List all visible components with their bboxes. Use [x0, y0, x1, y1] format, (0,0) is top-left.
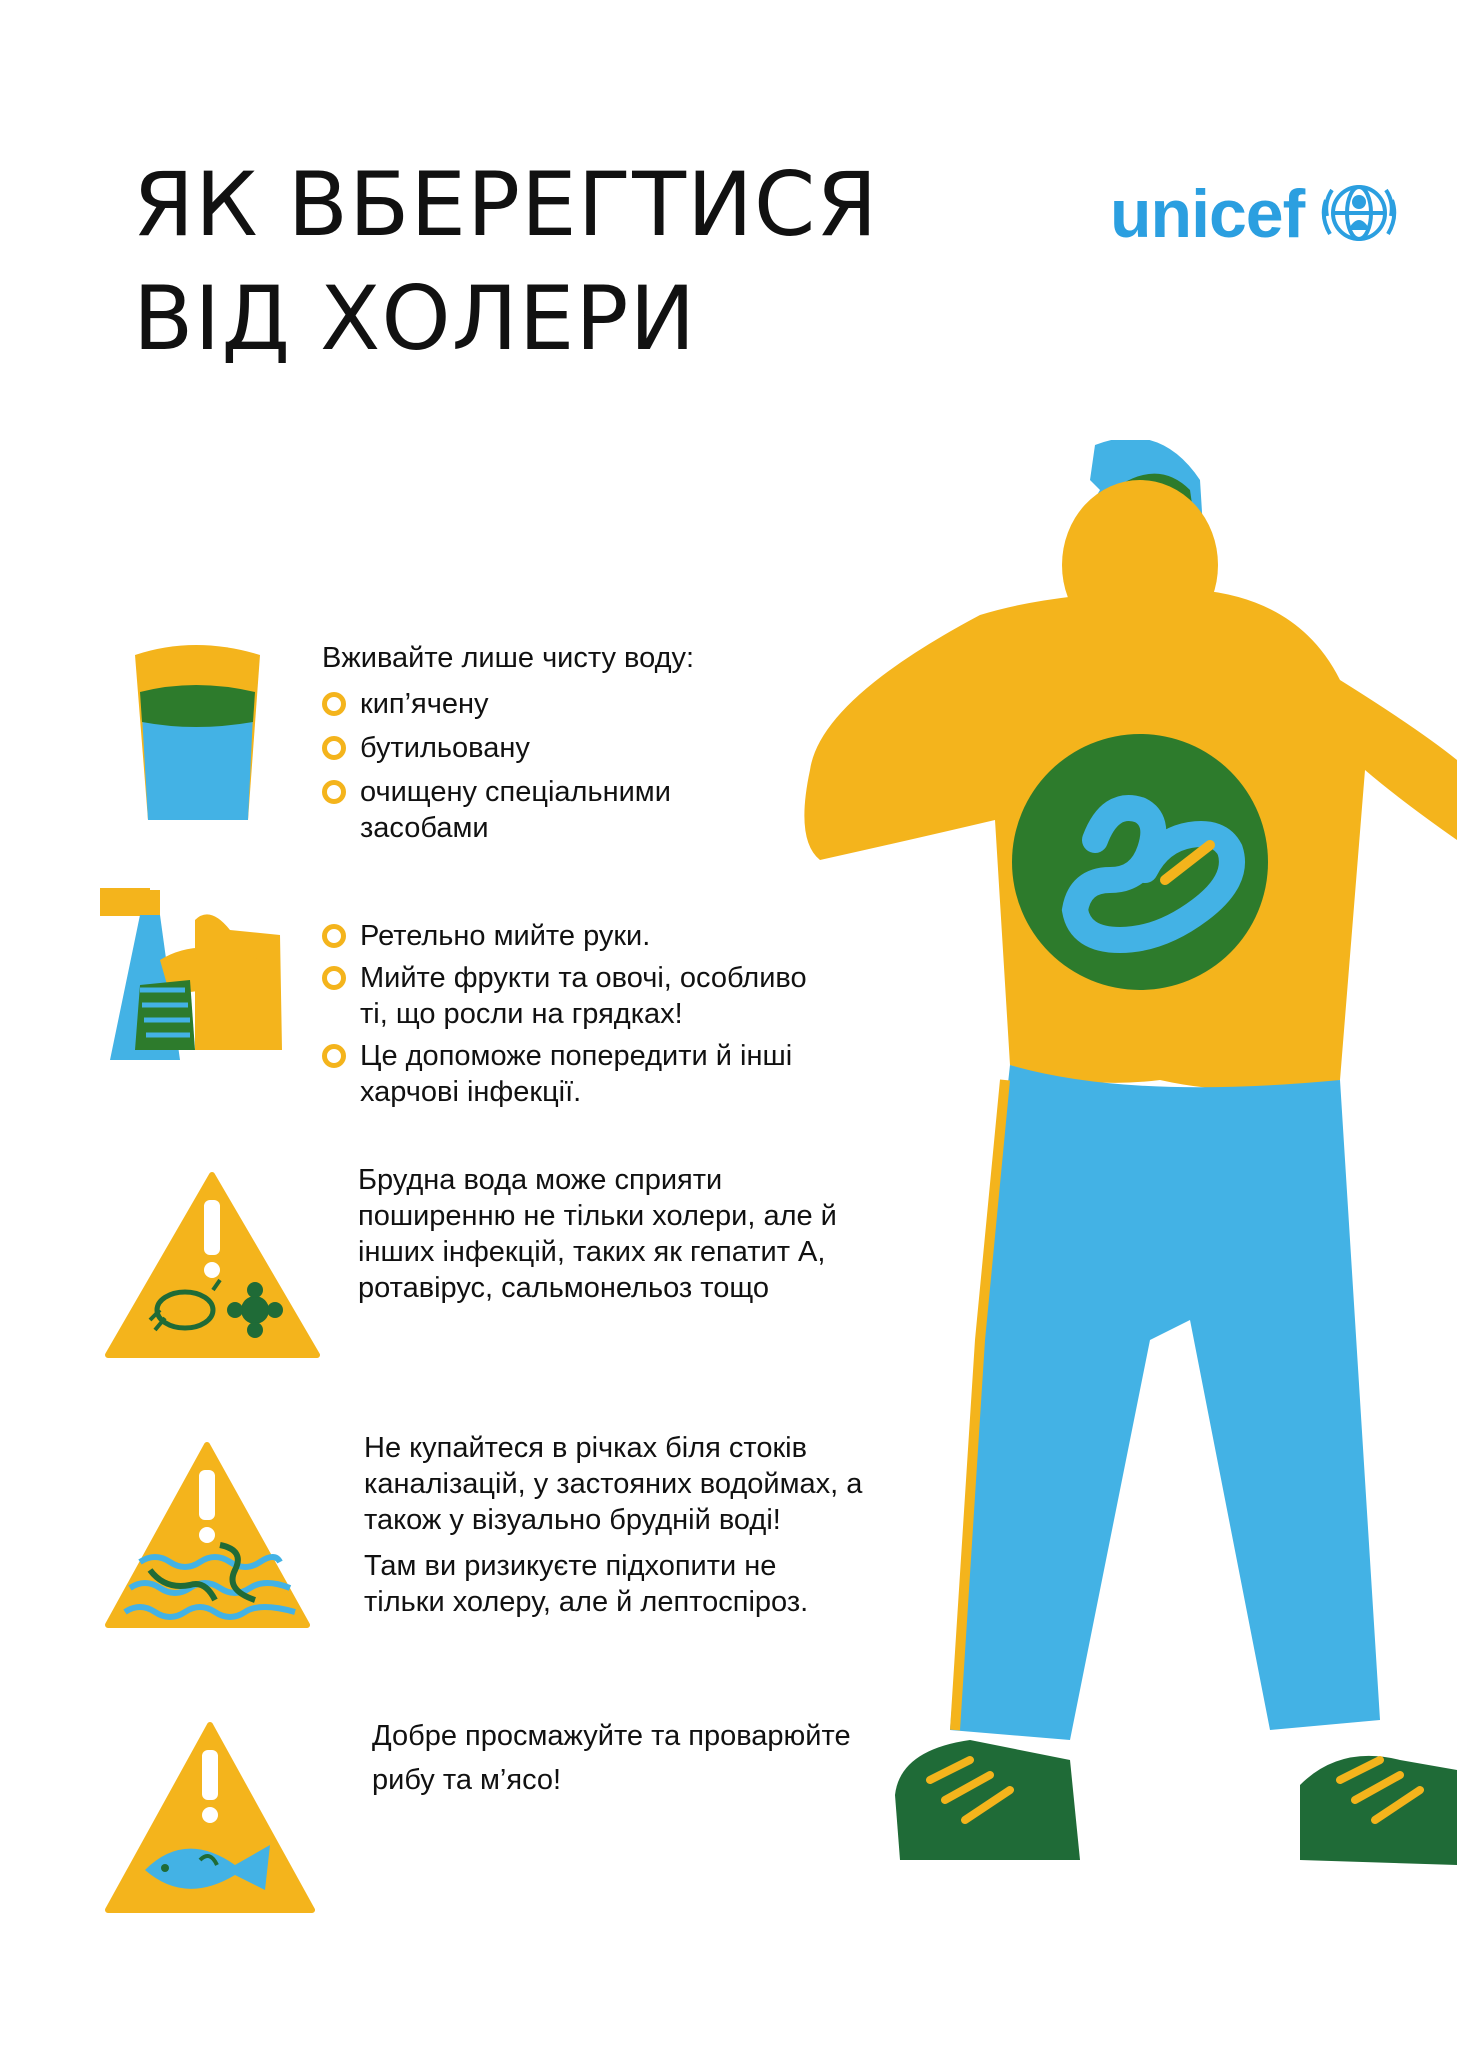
section-water — [322, 640, 742, 846]
list-item: кип’ячену — [322, 686, 742, 722]
water-parasite-warning-icon — [105, 1440, 310, 1630]
title-line-1: ЯК ВБЕРЕГТИСЯ — [133, 153, 879, 256]
swimming-text-2: Там ви ризикуєте підхопити не тільки холеру, але й лептоспіроз. — [364, 1550, 809, 1618]
food-text: Добре просмажуйте та проварюйте рибу та м’ясо! — [372, 1720, 851, 1796]
person-illustration — [780, 440, 1457, 1980]
section-swimming — [364, 1430, 864, 1620]
page-title — [133, 148, 878, 376]
hand-washing-icon — [100, 880, 285, 1065]
bacteria-emblem-icon — [1012, 734, 1268, 990]
list-item: Ретельно мийте руки. — [322, 918, 842, 954]
list-item: Мийте фрукти та овочі, особливо ті, що росли на грядках! — [322, 960, 842, 1032]
bacteria-warning-icon — [105, 1170, 320, 1360]
list-item: бутильовану — [322, 730, 742, 766]
title-line-2: ВІД ХОЛЕРИ — [133, 267, 697, 370]
unicef-logo — [1110, 168, 1410, 260]
swimming-text-1: Не купайтеся в річках біля стоків каналізацій, у застояних водоймах, а також у візуально брудній воді! — [364, 1432, 863, 1536]
unicef-emblem-icon — [1318, 172, 1400, 254]
water-glass-icon — [130, 640, 265, 825]
unicef-logo-text: unicef — [1110, 176, 1305, 252]
water-heading: Вживайте лише чисту воду: — [322, 642, 695, 674]
list-item: очищену спеціальними засобами — [322, 774, 742, 846]
section-hygiene — [322, 918, 842, 1110]
dirty-water-text: Брудна вода може сприяти поширенню не тільки холери, але й інших інфекцій, таких як гепатит А, ротавірус, сальмонельоз тощо — [358, 1164, 837, 1304]
list-item: Це допоможе попередити й інші харчові інфекції. — [322, 1038, 842, 1110]
fish-warning-icon — [105, 1720, 315, 1915]
